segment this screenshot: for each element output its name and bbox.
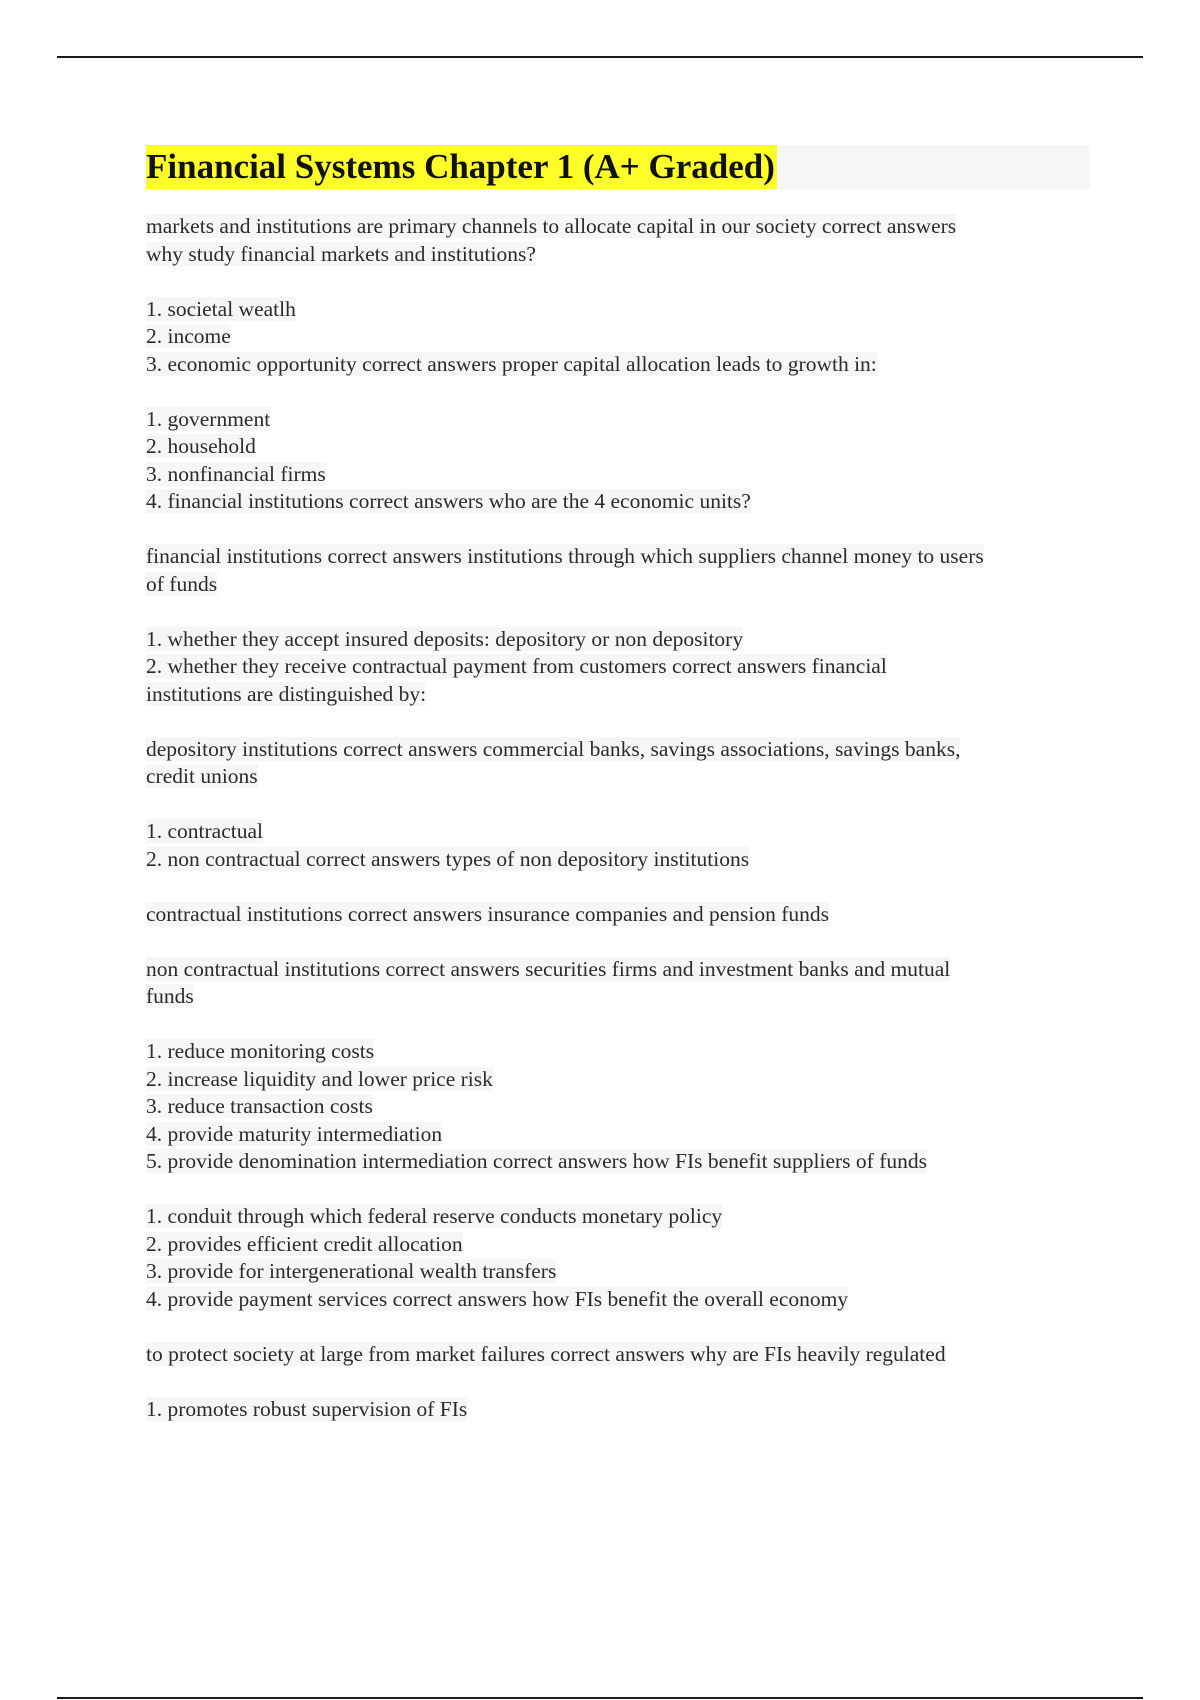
qa-block	[146, 626, 1090, 709]
bottom-rule	[57, 1697, 1143, 1699]
text-line-content: 2. income	[146, 324, 231, 348]
text-line-content: 5. provide denomination intermediation correct answers how FIs benefit suppliers of funds	[146, 1149, 927, 1173]
text-line-content: 4. provide payment services correct answers how FIs benefit the overall economy	[146, 1286, 849, 1311]
text-line	[146, 296, 1090, 324]
text-line-content: 1. whether they accept insured deposits: depository or non depository	[146, 626, 744, 651]
text-line-content: contractual institutions correct answers insurance companies and pension funds	[146, 901, 830, 926]
qa-block	[146, 1341, 1090, 1369]
text-line	[146, 543, 1090, 571]
text-line-content: 3. provide for intergenerational wealth transfers	[146, 1259, 557, 1283]
text-line-content: of funds	[146, 571, 218, 596]
text-line-content: 2. household	[146, 434, 256, 458]
qa-block	[146, 956, 1090, 1011]
text-line	[146, 406, 1090, 434]
qa-block	[146, 1203, 1090, 1313]
text-line-content: funds	[146, 984, 194, 1008]
text-line	[146, 1148, 1090, 1176]
page-title: Financial Systems Chapter 1 (A+ Graded)	[146, 145, 777, 189]
text-line	[146, 433, 1090, 461]
text-line	[146, 681, 1090, 709]
text-line	[146, 626, 1090, 654]
document-body	[146, 145, 1090, 1451]
text-line-content: 1. government	[146, 406, 271, 431]
text-line-content: 4. financial institutions correct answers who are the 4 economic units?	[146, 489, 751, 513]
text-line	[146, 488, 1090, 516]
text-line-content: markets and institutions are primary channels to allocate capital in our society correct answers	[146, 214, 957, 238]
text-line-content: non contractual institutions correct answers securities firms and investment banks and mutual	[146, 956, 951, 981]
qa-block	[146, 213, 1090, 268]
text-line	[146, 956, 1090, 984]
text-line-content: 1. conduit through which federal reserve conducts monetary policy	[146, 1204, 723, 1228]
text-line-content: depository institutions correct answers commercial banks, savings associations, savings banks,	[146, 736, 961, 761]
text-line	[146, 1066, 1090, 1094]
text-line	[146, 983, 1090, 1011]
qa-block	[146, 1038, 1090, 1176]
text-line-content: 2. whether they receive contractual payment from customers correct answers financial	[146, 654, 887, 678]
text-line-content: institutions are distinguished by:	[146, 681, 427, 706]
text-line	[146, 1341, 1090, 1369]
qa-blocks	[146, 213, 1090, 1423]
text-line-content: to protect society at large from market failures correct answers why are FIs heavily regulated	[146, 1341, 946, 1366]
text-line-content: 4. provide maturity intermediation	[146, 1121, 443, 1146]
text-line	[146, 846, 1090, 874]
text-line	[146, 1203, 1090, 1231]
qa-block	[146, 901, 1090, 929]
top-rule	[57, 56, 1143, 58]
text-line	[146, 736, 1090, 764]
text-line	[146, 461, 1090, 489]
text-line	[146, 351, 1090, 379]
text-line	[146, 1231, 1090, 1259]
text-line-content: 1. reduce monitoring costs	[146, 1039, 375, 1063]
text-line	[146, 241, 1090, 269]
text-line	[146, 1286, 1090, 1314]
text-line-content: 2. non contractual correct answers types of non depository institutions	[146, 846, 750, 871]
qa-block	[146, 296, 1090, 379]
text-line-content: 1. societal weatlh	[146, 296, 296, 321]
text-line-content: 2. increase liquidity and lower price risk	[146, 1066, 493, 1091]
text-line	[146, 901, 1090, 929]
text-line-content: 2. provides efficient credit allocation	[146, 1231, 463, 1256]
text-line	[146, 323, 1090, 351]
text-line	[146, 213, 1090, 241]
text-line	[146, 1396, 1090, 1424]
qa-block	[146, 818, 1090, 873]
text-line	[146, 571, 1090, 599]
text-line	[146, 1121, 1090, 1149]
text-line-content: 3. reduce transaction costs	[146, 1094, 373, 1118]
qa-block	[146, 543, 1090, 598]
title-band	[146, 145, 1090, 189]
text-line-content: 1. contractual	[146, 819, 264, 843]
text-line	[146, 1258, 1090, 1286]
text-line-content: 1. promotes robust supervision of FIs	[146, 1396, 468, 1421]
text-line-content: 3. economic opportunity correct answers proper capital allocation leads to growth in:	[146, 351, 877, 376]
qa-block	[146, 736, 1090, 791]
text-line-content: financial institutions correct answers institutions through which suppliers channel money to users	[146, 544, 984, 568]
text-line-content: credit unions	[146, 764, 258, 788]
text-line	[146, 763, 1090, 791]
text-line	[146, 818, 1090, 846]
text-line-content: 3. nonfinancial firms	[146, 461, 326, 486]
text-line	[146, 1093, 1090, 1121]
qa-block	[146, 1396, 1090, 1424]
qa-block	[146, 406, 1090, 516]
text-line-content: why study financial markets and institutions?	[146, 241, 536, 266]
text-line	[146, 653, 1090, 681]
text-line	[146, 1038, 1090, 1066]
